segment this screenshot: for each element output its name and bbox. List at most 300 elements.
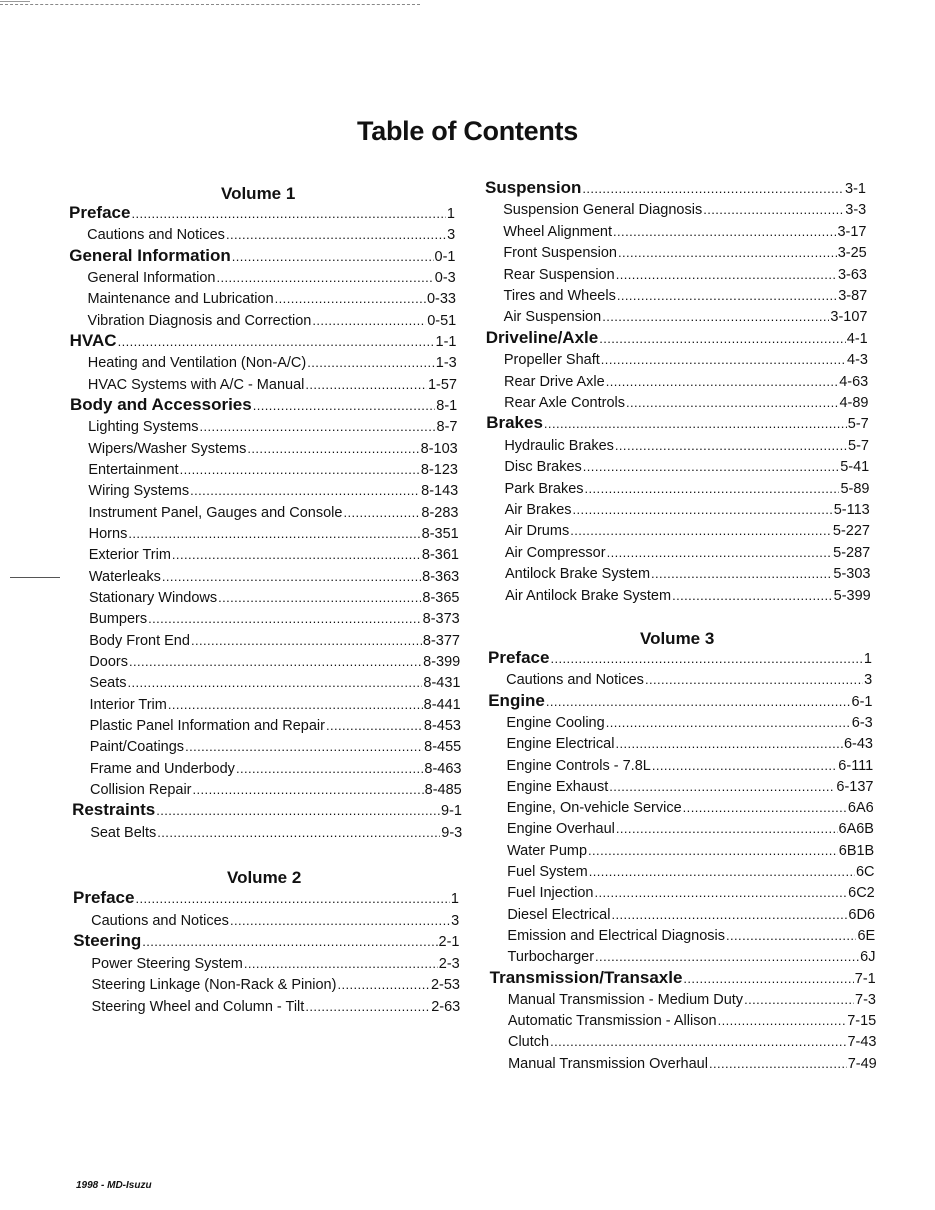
dot-leader bbox=[128, 526, 420, 541]
toc-subsection-entry[interactable] bbox=[507, 928, 875, 944]
toc-entry-page: 0-51 bbox=[427, 312, 457, 329]
toc-entry-label: Horns bbox=[88, 525, 128, 542]
dot-leader bbox=[191, 633, 422, 648]
toc-entry-label: Emission and Electrical Diagnosis bbox=[507, 927, 726, 944]
toc-subsection-entry[interactable] bbox=[507, 758, 874, 774]
toc-entry-page: 1-3 bbox=[435, 355, 457, 372]
toc-entry-page: 2-3 bbox=[438, 955, 460, 972]
toc-entry-label: Engine, On-vehicle Service bbox=[506, 800, 682, 817]
toc-entry-label: Hydraulic Brakes bbox=[504, 437, 614, 454]
toc-subsection-entry[interactable] bbox=[89, 633, 460, 649]
toc-entry-page: 6C bbox=[855, 864, 875, 880]
toc-entry-page: 8-365 bbox=[422, 589, 460, 606]
toc-subsection-entry[interactable] bbox=[504, 374, 868, 390]
toc-entry-label: Rear Axle Controls bbox=[504, 395, 625, 411]
toc-entry-label: Suspension bbox=[485, 178, 582, 197]
toc-entry-label: Interior Trim bbox=[89, 696, 167, 713]
toc-subsection-entry[interactable] bbox=[89, 590, 460, 606]
toc-subsection-entry[interactable] bbox=[87, 270, 455, 286]
toc-entry-page: 4-63 bbox=[839, 373, 869, 390]
toc-subsection-entry[interactable] bbox=[90, 761, 462, 777]
toc-subsection-entry[interactable] bbox=[89, 654, 460, 670]
toc-entry-label: Vibration Diagnosis and Correction bbox=[87, 312, 312, 329]
dot-leader bbox=[546, 694, 851, 709]
toc-entry-label: Steering bbox=[73, 931, 142, 950]
toc-entry-page: 4-3 bbox=[847, 352, 868, 369]
toc-entry-label: Brakes bbox=[486, 413, 543, 433]
toc-subsection-entry[interactable] bbox=[504, 288, 868, 304]
toc-subsection-entry[interactable] bbox=[87, 227, 455, 243]
dot-leader bbox=[617, 288, 837, 303]
dot-leader bbox=[216, 270, 433, 285]
toc-section-entry[interactable] bbox=[488, 648, 872, 668]
toc-subsection-entry[interactable] bbox=[508, 949, 876, 965]
toc-entry-page: 5-7 bbox=[847, 416, 869, 433]
toc-entry-page: 8-351 bbox=[421, 525, 459, 542]
dot-leader bbox=[305, 999, 430, 1014]
dot-leader bbox=[618, 245, 837, 260]
toc-section-entry[interactable] bbox=[485, 178, 866, 198]
toc-subsection-entry[interactable] bbox=[507, 779, 874, 795]
toc-subsection-entry[interactable] bbox=[504, 438, 869, 454]
toc-entry-page: 8-7 bbox=[436, 419, 458, 436]
toc-entry-page: 5-7 bbox=[848, 437, 869, 454]
toc-entry-page: 5-303 bbox=[833, 566, 871, 583]
dot-leader bbox=[615, 438, 847, 453]
dot-leader bbox=[585, 481, 840, 496]
toc-subsection-entry[interactable] bbox=[503, 202, 866, 218]
toc-section-entry[interactable] bbox=[73, 931, 459, 951]
toc-entry-label: Wiring Systems bbox=[88, 483, 190, 500]
toc-subsection-entry[interactable] bbox=[89, 547, 459, 563]
toc-entry-label: Wheel Alignment bbox=[503, 223, 613, 240]
toc-subsection-entry[interactable] bbox=[88, 419, 457, 435]
dot-leader bbox=[607, 545, 833, 560]
toc-subsection-entry[interactable] bbox=[89, 675, 460, 691]
dot-leader bbox=[683, 971, 853, 986]
toc-subsection-entry[interactable] bbox=[505, 523, 870, 539]
dot-leader bbox=[218, 590, 421, 605]
toc-subsection-entry[interactable] bbox=[503, 267, 867, 283]
toc-entry-page: 8-399 bbox=[423, 653, 461, 670]
dot-leader bbox=[168, 697, 423, 712]
toc-entry-label: Heating and Ventilation (Non-A/C) bbox=[87, 355, 307, 372]
toc-entry-label: Entertainment bbox=[88, 461, 179, 478]
toc-entry-label: Restraints bbox=[72, 800, 156, 820]
toc-entry-label: Engine Exhaust bbox=[506, 778, 609, 795]
toc-subsection-entry[interactable] bbox=[88, 462, 458, 478]
dot-leader bbox=[589, 864, 855, 879]
dot-leader bbox=[570, 523, 832, 538]
dot-leader bbox=[616, 267, 837, 282]
toc-entry-page: 3-3 bbox=[845, 202, 867, 219]
toc-entry-page: 0-3 bbox=[434, 269, 456, 286]
toc-subsection-entry[interactable] bbox=[507, 907, 875, 923]
dot-leader bbox=[200, 419, 436, 434]
toc-entry-label: Maintenance and Lubrication bbox=[87, 291, 274, 308]
dot-leader bbox=[312, 313, 426, 328]
toc-subsection-entry[interactable] bbox=[505, 588, 871, 604]
toc-entry-page: 8-123 bbox=[420, 461, 458, 478]
toc-entry-label: Antilock Brake System bbox=[504, 566, 651, 583]
toc-entry-page: 8-431 bbox=[423, 675, 461, 692]
toc-entry-page: 2-63 bbox=[431, 998, 461, 1015]
toc-section-entry[interactable] bbox=[69, 246, 455, 266]
toc-entry-label: Air Drums bbox=[504, 523, 570, 540]
toc-entry-label: General Information bbox=[87, 269, 216, 286]
dot-leader bbox=[129, 654, 422, 669]
toc-subsection-entry[interactable] bbox=[92, 999, 461, 1015]
dot-leader bbox=[606, 374, 838, 389]
toc-entry-page: 5-287 bbox=[833, 544, 871, 561]
toc-subsection-entry[interactable] bbox=[508, 992, 876, 1008]
toc-entry-label: Cautions and Notices bbox=[87, 227, 225, 244]
toc-entry-page: 6D6 bbox=[848, 906, 875, 923]
toc-entry-label: Fuel System bbox=[507, 864, 588, 880]
toc-subsection-entry[interactable] bbox=[91, 956, 459, 972]
toc-entry-page: 6-137 bbox=[836, 778, 874, 795]
toc-subsection-entry[interactable] bbox=[506, 715, 872, 731]
toc-entry-label: Driveline/Axle bbox=[485, 327, 599, 347]
toc-subsection-entry[interactable] bbox=[88, 377, 457, 393]
toc-entry-label: Power Steering System bbox=[91, 955, 243, 972]
scan-edge-mark bbox=[0, 1, 30, 2]
dot-leader bbox=[645, 672, 863, 687]
toc-subsection-entry[interactable] bbox=[88, 355, 457, 371]
volume-1-heading: Volume 1 bbox=[221, 184, 296, 203]
toc-subsection-entry[interactable] bbox=[89, 505, 459, 521]
toc-entry-label: Body and Accessories bbox=[69, 394, 252, 414]
dot-leader bbox=[606, 715, 851, 730]
toc-subsection-entry[interactable] bbox=[508, 1056, 877, 1072]
dot-leader bbox=[172, 547, 421, 562]
toc-section-entry[interactable] bbox=[488, 691, 872, 711]
toc-entry-page: 3-63 bbox=[837, 266, 867, 283]
dot-leader bbox=[588, 843, 838, 858]
toc-entry-label: Engine Electrical bbox=[506, 736, 615, 753]
toc-entry-label: Cautions and Notices bbox=[506, 672, 644, 689]
toc-entry-page: 1 bbox=[450, 891, 459, 907]
toc-entry-label: Paint/Coatings bbox=[89, 739, 185, 756]
toc-entry-label: Propeller Shaft bbox=[503, 352, 600, 369]
toc-subsection-entry[interactable] bbox=[506, 736, 873, 752]
toc-entry-page: 7-1 bbox=[854, 970, 876, 987]
toc-entry-page: 1 bbox=[863, 651, 872, 667]
dot-leader bbox=[544, 416, 847, 431]
dot-leader bbox=[326, 718, 423, 733]
toc-entry-label: Clutch bbox=[507, 1034, 550, 1051]
scan-top-rule bbox=[0, 4, 420, 5]
dot-leader bbox=[244, 956, 438, 971]
dot-leader bbox=[595, 949, 859, 964]
toc-entry-label: Steering Wheel and Column - Tilt bbox=[91, 998, 305, 1015]
dot-leader bbox=[582, 181, 844, 196]
dot-leader bbox=[626, 395, 838, 410]
toc-entry-page: 3 bbox=[451, 912, 460, 929]
toc-entry-label: Transmission/Transaxle bbox=[489, 967, 683, 987]
toc-entry-label: Air Suspension bbox=[503, 309, 602, 326]
dot-leader bbox=[185, 739, 423, 754]
toc-entry-page: 2-1 bbox=[438, 934, 460, 950]
toc-entry-page: 2-53 bbox=[430, 977, 460, 993]
dot-leader bbox=[307, 355, 435, 370]
toc-entry-label: Doors bbox=[89, 653, 128, 670]
dot-leader bbox=[148, 611, 422, 626]
toc-entry-page: 5-41 bbox=[840, 459, 870, 476]
toc-entry-label: Manual Transmission - Medium Duty bbox=[507, 991, 744, 1008]
toc-entry-page: 3-1 bbox=[845, 181, 866, 197]
dot-leader bbox=[718, 1013, 847, 1028]
toc-entry-label: Turbocharger bbox=[507, 949, 595, 966]
dot-leader bbox=[230, 913, 450, 928]
dot-leader bbox=[652, 758, 837, 773]
toc-entry-label: General Information bbox=[69, 245, 231, 265]
toc-entry-page: 5-227 bbox=[832, 523, 870, 540]
toc-subsection-entry[interactable] bbox=[504, 352, 868, 368]
toc-entry-label: Seats bbox=[89, 675, 127, 692]
toc-entry-page: 3 bbox=[447, 227, 456, 244]
dot-leader bbox=[594, 885, 847, 900]
toc-entry-page: 5-399 bbox=[833, 587, 871, 604]
toc-entry-page: 0-1 bbox=[434, 248, 456, 265]
toc-section-entry[interactable] bbox=[69, 203, 455, 223]
toc-subsection-entry[interactable] bbox=[505, 502, 870, 518]
toc-subsection-entry[interactable] bbox=[88, 441, 458, 457]
toc-subsection-entry[interactable] bbox=[504, 459, 869, 475]
dot-leader bbox=[601, 352, 846, 367]
toc-entry-label: Front Suspension bbox=[503, 245, 617, 262]
toc-subsection-entry[interactable] bbox=[90, 825, 462, 841]
dot-leader bbox=[337, 977, 430, 992]
toc-subsection-entry[interactable] bbox=[88, 483, 458, 499]
dot-leader bbox=[703, 202, 844, 217]
dot-leader bbox=[253, 398, 436, 413]
toc-subsection-entry[interactable] bbox=[508, 1034, 877, 1050]
dot-leader bbox=[180, 462, 420, 477]
toc-entry-page: 4-89 bbox=[839, 395, 869, 411]
toc-entry-label: Disc Brakes bbox=[504, 459, 582, 476]
toc-entry-label: Stationary Windows bbox=[88, 589, 218, 606]
toc-entry-page: 7-49 bbox=[847, 1055, 877, 1072]
toc-subsection-entry[interactable] bbox=[505, 545, 870, 561]
toc-entry-label: Steering Linkage (Non-Rack & Pinion) bbox=[91, 977, 337, 993]
toc-entry-label: Rear Suspension bbox=[503, 266, 615, 283]
dot-leader bbox=[615, 736, 843, 751]
toc-section-entry[interactable] bbox=[490, 968, 876, 988]
margin-mark bbox=[10, 577, 60, 578]
toc-entry-page: 1 bbox=[446, 206, 455, 222]
toc-entry-page: 8-103 bbox=[420, 440, 458, 457]
toc-subsection-entry[interactable] bbox=[504, 395, 868, 411]
footer-text: 1998 - MD-Isuzu bbox=[76, 1180, 152, 1191]
toc-subsection-entry[interactable] bbox=[507, 885, 875, 901]
dot-leader bbox=[131, 206, 445, 221]
toc-entry-label: Exterior Trim bbox=[88, 547, 171, 564]
dot-leader bbox=[157, 825, 440, 840]
toc-section-entry[interactable] bbox=[486, 413, 869, 433]
toc-section-entry[interactable] bbox=[486, 328, 868, 348]
toc-entry-page: 8-377 bbox=[422, 632, 460, 649]
toc-subsection-entry[interactable] bbox=[87, 291, 456, 307]
dot-leader bbox=[305, 377, 427, 392]
toc-entry-page: 4-1 bbox=[846, 330, 868, 347]
toc-entry-page: 6-43 bbox=[843, 736, 873, 753]
toc-entry-page: 6J bbox=[860, 949, 876, 966]
toc-subsection-entry[interactable] bbox=[505, 481, 870, 497]
dot-leader bbox=[611, 907, 847, 922]
toc-entry-page: 5-113 bbox=[833, 502, 870, 518]
toc-entry-page: 1-1 bbox=[435, 333, 457, 350]
toc-entry-page: 3 bbox=[864, 672, 873, 689]
toc-entry-label: Collision Repair bbox=[89, 781, 192, 798]
dot-leader bbox=[226, 227, 446, 242]
toc-subsection-entry[interactable] bbox=[507, 821, 874, 837]
toc-subsection-entry[interactable] bbox=[90, 718, 461, 734]
dot-leader bbox=[247, 441, 419, 456]
toc-entry-label: Body Front End bbox=[89, 632, 190, 649]
dot-leader bbox=[550, 651, 862, 666]
toc-entry-page: 3-87 bbox=[838, 288, 868, 304]
toc-subsection-entry[interactable] bbox=[88, 313, 457, 329]
toc-entry-label: Air Compressor bbox=[504, 544, 606, 561]
toc-entry-label: Rear Drive Axle bbox=[503, 373, 605, 390]
toc-entry-label: Tires and Wheels bbox=[503, 288, 616, 304]
toc-entry-label: Preface bbox=[73, 888, 135, 907]
toc-entry-page: 3-107 bbox=[830, 309, 868, 326]
toc-entry-label: Engine bbox=[488, 690, 545, 710]
toc-entry-page: 7-43 bbox=[847, 1034, 877, 1051]
toc-entry-label: Engine Controls - 7.8L bbox=[506, 757, 651, 774]
toc-entry-label: Frame and Underbody bbox=[89, 760, 235, 777]
dot-leader bbox=[118, 334, 435, 349]
toc-subsection-entry[interactable] bbox=[91, 977, 460, 993]
toc-entry-page: 6-111 bbox=[838, 757, 874, 774]
dot-leader bbox=[616, 821, 838, 836]
dot-leader bbox=[602, 309, 829, 324]
toc-entry-label: Engine Overhaul bbox=[506, 821, 615, 838]
toc-entry-label: Plastic Panel Information and Repair bbox=[89, 717, 325, 734]
dot-leader bbox=[343, 505, 420, 520]
toc-entry-page: 8-453 bbox=[423, 717, 461, 734]
dot-leader bbox=[609, 779, 835, 794]
toc-entry-label: Preface bbox=[488, 648, 550, 667]
dot-leader bbox=[142, 934, 437, 949]
dot-leader bbox=[190, 483, 420, 498]
toc-section-entry[interactable] bbox=[72, 800, 462, 820]
toc-entry-label: Park Brakes bbox=[504, 480, 584, 497]
toc-subsection-entry[interactable] bbox=[503, 224, 866, 240]
toc-entry-label: Suspension General Diagnosis bbox=[503, 202, 703, 219]
toc-entry-label: HVAC Systems with A/C - Manual bbox=[87, 376, 305, 393]
toc-entry-page: 1-57 bbox=[427, 376, 457, 393]
toc-entry-page: 8-373 bbox=[422, 611, 460, 628]
toc-entry-label: Waterleaks bbox=[88, 568, 161, 585]
dot-leader bbox=[550, 1034, 846, 1049]
toc-subsection-entry[interactable] bbox=[508, 1013, 876, 1029]
toc-entry-page: 8-1 bbox=[436, 397, 458, 414]
toc-entry-label: Wipers/Washer Systems bbox=[88, 440, 247, 457]
dot-leader bbox=[683, 800, 847, 815]
toc-entry-page: 8-361 bbox=[421, 547, 459, 564]
toc-subsection-entry[interactable] bbox=[90, 739, 462, 755]
toc-entry-page: 8-143 bbox=[421, 483, 459, 500]
dot-leader bbox=[726, 928, 856, 943]
toc-entry-label: HVAC bbox=[69, 330, 117, 350]
toc-entry-page: 8-441 bbox=[423, 696, 461, 713]
dot-leader bbox=[672, 588, 833, 603]
toc-entry-page: 8-455 bbox=[424, 739, 462, 756]
toc-entry-label: Lighting Systems bbox=[88, 419, 199, 436]
toc-subsection-entry[interactable] bbox=[507, 864, 874, 880]
toc-entry-page: 6-1 bbox=[851, 693, 873, 710]
dot-leader bbox=[613, 224, 836, 239]
toc-subsection-entry[interactable] bbox=[89, 526, 459, 542]
toc-entry-label: Instrument Panel, Gauges and Console bbox=[88, 504, 343, 521]
toc-entry-page: 3-25 bbox=[837, 245, 867, 262]
dot-leader bbox=[709, 1056, 847, 1071]
dot-leader bbox=[583, 459, 839, 474]
toc-section-entry[interactable] bbox=[73, 888, 459, 908]
toc-subsection-entry[interactable] bbox=[90, 782, 462, 798]
toc-subsection-entry[interactable] bbox=[505, 566, 871, 582]
dot-leader bbox=[236, 761, 423, 776]
toc-entry-page: 9-1 bbox=[441, 803, 462, 820]
dot-leader bbox=[651, 566, 832, 581]
toc-subsection-entry[interactable] bbox=[507, 843, 874, 859]
toc-entry-page: 3-17 bbox=[837, 223, 867, 240]
toc-entry-page: 5-89 bbox=[840, 480, 870, 497]
volume-2-heading: Volume 2 bbox=[227, 868, 302, 887]
toc-entry-label: Cautions and Notices bbox=[91, 912, 229, 929]
toc-entry-page: 8-283 bbox=[421, 504, 459, 521]
toc-entry-label: Manual Transmission Overhaul bbox=[508, 1055, 708, 1072]
dot-leader bbox=[156, 803, 440, 818]
toc-section-entry[interactable] bbox=[70, 331, 457, 351]
toc-entry-label: Bumpers bbox=[89, 611, 148, 628]
toc-entry-page: 8-485 bbox=[424, 781, 462, 798]
toc-subsection-entry[interactable] bbox=[90, 697, 461, 713]
toc-subsection-entry[interactable] bbox=[507, 800, 874, 816]
toc-section-entry[interactable] bbox=[70, 395, 457, 415]
toc-entry-page: 6A6 bbox=[847, 800, 874, 817]
toc-entry-label: Water Pump bbox=[506, 842, 588, 859]
dot-leader bbox=[744, 992, 854, 1007]
toc-entry-page: 7-3 bbox=[855, 991, 876, 1008]
dot-leader bbox=[275, 291, 426, 306]
toc-entry-label: Seat Belts bbox=[90, 824, 157, 841]
dot-leader bbox=[193, 782, 424, 797]
toc-subsection-entry[interactable] bbox=[506, 672, 872, 688]
dot-leader bbox=[232, 249, 434, 264]
toc-entry-page: 6B1B bbox=[838, 842, 875, 859]
toc-subsection-entry[interactable] bbox=[89, 569, 459, 585]
toc-entry-label: Engine Cooling bbox=[506, 714, 605, 731]
toc-entry-page: 7-15 bbox=[847, 1013, 877, 1030]
toc-entry-page: 8-463 bbox=[424, 760, 462, 777]
toc-entry-page: 0-33 bbox=[426, 291, 456, 308]
toc-entry-label: Preface bbox=[69, 203, 131, 222]
toc-subsection-entry[interactable] bbox=[503, 245, 866, 261]
toc-subsection-entry[interactable] bbox=[91, 913, 459, 929]
dot-leader bbox=[573, 502, 833, 517]
toc-entry-label: Diesel Electrical bbox=[507, 906, 611, 923]
toc-entry-label: Automatic Transmission - Allison bbox=[507, 1013, 717, 1030]
toc-entry-page: 6A6B bbox=[838, 821, 874, 838]
toc-subsection-entry[interactable] bbox=[504, 309, 868, 325]
toc-subsection-entry[interactable] bbox=[89, 611, 460, 627]
dot-leader bbox=[599, 331, 846, 346]
dot-leader bbox=[135, 891, 449, 906]
